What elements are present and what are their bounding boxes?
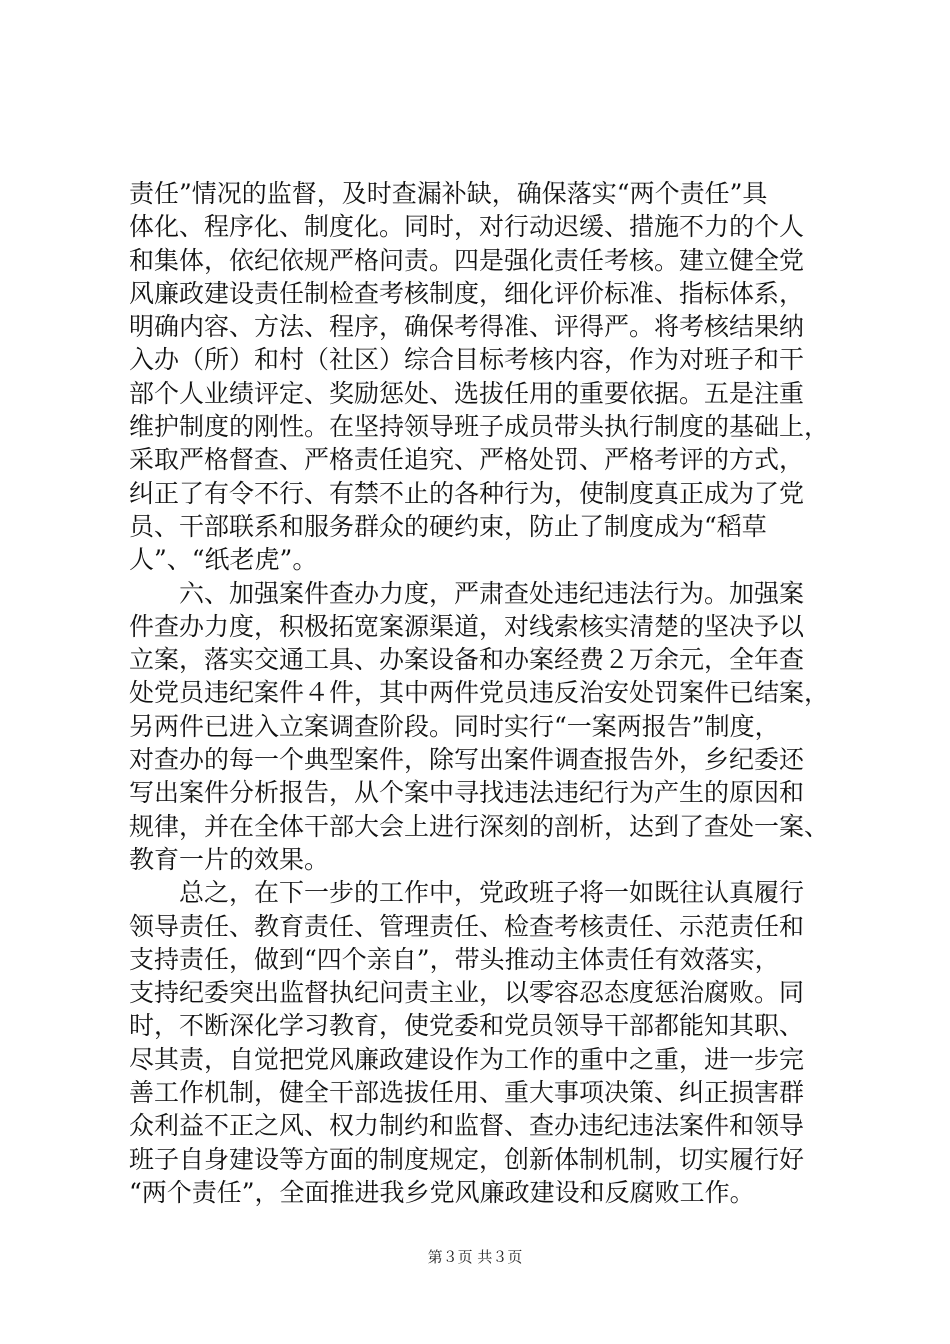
document-body (129, 177, 829, 1209)
text-line: 件查办力度，积极拓宽案源渠道，对线索核实清楚的坚决予以 (129, 611, 805, 641)
text-line: “两个责任”，全面推进我乡党风廉政建设和反腐败工作。 (129, 1177, 755, 1207)
text-line: 员、干部联系和服务群众的硬约束，防止了制度成为“稻草 (129, 511, 767, 541)
text-line: 另两件已进入立案调查阶段。同时实行“一案两报告”制度， (129, 711, 780, 741)
text-line: 体化、程序化、制度化。同时，对行动迟缓、措施不力的个人 (129, 212, 805, 242)
text-line: 教育一片的效果。 (129, 844, 330, 874)
text-line: 支持纪委突出监督执纪问责主业，以零容忍态度惩治腐败。同 (129, 978, 805, 1008)
text-line: 尽其责，自觉把党风廉政建设作为工作的重中之重，进一步完 (129, 1044, 805, 1074)
text-line: 六、加强案件查办力度，严肃查处违纪违法行为。加强案 (129, 578, 805, 608)
text-line: 责任”情况的监督，及时查漏补缺，确保落实“两个责任”具 (129, 179, 768, 208)
text-line: 写出案件分析报告，从个案中寻找违法违纪行为产生的原因和 (129, 778, 805, 808)
text-line: 立案，落实交通工具、办案设备和办案经费２万余元，全年查 (129, 645, 805, 675)
text-line: 时，不断深化学习教育，使党委和党员领导干部都能知其职、 (129, 1011, 805, 1041)
text-line: 众利益不正之风、权力制约和监督、查办违纪违法案件和领导 (129, 1111, 805, 1141)
text-line: 总之，在下一步的工作中，党政班子将一如既往认真履行 (129, 878, 805, 908)
text-line: 风廉政建设责任制检查考核制度，细化评价标准、指标体系， (129, 278, 805, 308)
page-footer: 第３页 共３页 (427, 1248, 523, 1266)
text-line: 人”、“纸老虎”。 (129, 545, 318, 575)
text-line: 支持责任，做到“四个亲自”，带头推动主体责任有效落实， (129, 944, 780, 974)
text-line: 明确内容、方法、程序，确保考得准、评得严。将考核结果纳 (129, 312, 805, 342)
text-line: 采取严格督查、严格责任追究、严格处罚、严格考评的方式， (129, 445, 805, 475)
text-line: 维护制度的刚性。在坚持领导班子成员带头执行制度的基础上， (129, 412, 830, 442)
text-line: 领导责任、教育责任、管理责任、检查考核责任、示范责任和 (129, 911, 805, 941)
text-line: 入办（所）和村（社区）综合目标考核内容，作为对班子和干 (129, 345, 805, 375)
text-line: 处党员违纪案件４件，其中两件党员违反治安处罚案件已结案， (129, 678, 830, 708)
text-line: 和集体，依纪依规严格问责。四是强化责任考核。建立健全党 (129, 245, 805, 275)
text-line: 部个人业绩评定、奖励惩处、选拔任用的重要依据。五是注重 (129, 378, 805, 408)
text-line: 纠正了有令不行、有禁不止的各种行为，使制度真正成为了党 (129, 478, 805, 508)
text-line: 规律，并在全体干部大会上进行深刻的剖析，达到了查处一案、 (129, 811, 830, 841)
text-line: 班子自身建设等方面的制度规定，创新体制机制，切实履行好 (129, 1144, 805, 1174)
text-line: 对查办的每一个典型案件，除写出案件调查报告外，乡纪委还 (129, 745, 805, 775)
text-line: 善工作机制，健全干部选拔任用、重大事项决策、纠正损害群 (129, 1078, 805, 1108)
